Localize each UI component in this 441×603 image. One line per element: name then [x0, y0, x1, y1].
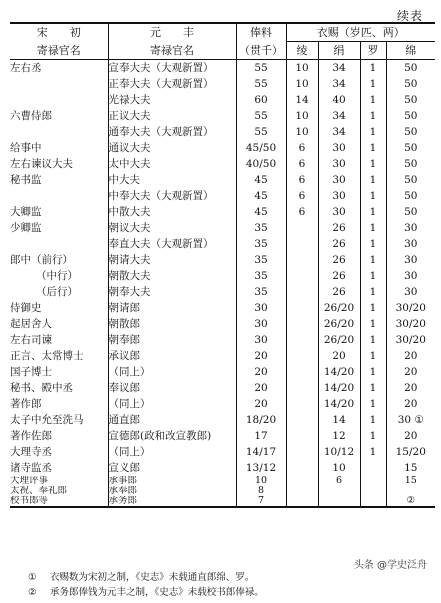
cell-mian: 50 — [386, 188, 435, 204]
cell-luo: 1 — [360, 396, 386, 412]
cell-luo: 1 — [360, 284, 386, 300]
cell-luo — [360, 460, 386, 476]
cell-yuan: （同上） — [108, 364, 236, 380]
cell-mian: 15/20 — [386, 444, 435, 460]
cell-yuan: 承事郎 — [108, 476, 236, 486]
watermark: 头条 @学史泛舟 — [353, 560, 427, 571]
header-clothing: 衣赐（岁匹、两） — [286, 23, 435, 42]
cell-mian: 30 — [386, 236, 435, 252]
cell-song: 著作郎 — [10, 398, 42, 410]
cell-juan: 34 — [318, 60, 360, 77]
cell-yuan: 太中大夫 — [108, 156, 236, 172]
cell-mian: 20 — [386, 396, 435, 412]
cell-juan: 34 — [318, 76, 360, 92]
cell-song: 侍御史 — [10, 302, 42, 314]
cell-ling — [286, 428, 318, 444]
table-row — [10, 204, 435, 220]
cell-mian: 50 — [386, 124, 435, 140]
cell-yuan: 朝议大夫 — [108, 220, 236, 236]
cell-mian: 30 — [386, 284, 435, 300]
header-juan: 绢 — [318, 42, 360, 60]
cell-song: 六曹侍郎 — [10, 110, 52, 122]
cell-song — [10, 124, 108, 140]
table-row — [10, 252, 435, 268]
cell-mian: 50 — [386, 76, 435, 92]
cell-song: （中行） — [36, 270, 78, 282]
cell-yuan: 朝散大夫 — [108, 268, 236, 284]
cell-yuan: 宣奉大夫（大观新置） — [108, 60, 236, 77]
cell-mian: 50 — [386, 172, 435, 188]
cell-ling — [286, 284, 318, 300]
cell-yuan: 正奉大夫（大观新置） — [108, 76, 236, 92]
cell-ling — [286, 496, 318, 507]
cell-yuan: 朝散郎 — [108, 316, 236, 332]
cell-ling — [286, 380, 318, 396]
cell-juan: 30 — [318, 140, 360, 156]
cell-juan: 34 — [318, 108, 360, 124]
cell-luo: 1 — [360, 188, 386, 204]
cell-luo — [360, 486, 386, 496]
table-row — [10, 428, 435, 444]
cell-luo: 1 — [360, 364, 386, 380]
cell-mian: 30 — [386, 268, 435, 284]
cell-juan: 26/20 — [318, 332, 360, 348]
cell-luo: 1 — [360, 204, 386, 220]
cell-luo — [360, 496, 386, 507]
cell-salary: 20 — [236, 396, 286, 412]
footnote-1: ① 衣赐数为宋初之制，《史志》未载通直郎绵、罗。 — [28, 572, 255, 583]
header-mian: 绵 — [386, 42, 435, 60]
cell-song: 正言、太常博士 — [10, 350, 84, 362]
cell-salary: 35 — [236, 268, 286, 284]
cell-salary: 35 — [236, 284, 286, 300]
continued-label: 续表 — [396, 9, 423, 23]
cell-song: 左右谏议大夫 — [10, 158, 73, 170]
cell-juan: 26 — [318, 252, 360, 268]
cell-song: 太子中允至洗马 — [10, 414, 84, 426]
cell-yuan: 承议郎 — [108, 348, 236, 364]
cell-mian: 30/20 — [386, 300, 435, 316]
cell-luo: 1 — [360, 268, 386, 284]
cell-salary: 35 — [236, 252, 286, 268]
cell-ling — [286, 412, 318, 428]
header-song-top: 宋 初 — [10, 23, 108, 42]
cell-ling — [286, 252, 318, 268]
cell-juan: 26 — [318, 268, 360, 284]
cell-salary: 45/50 — [236, 140, 286, 156]
cell-song — [10, 92, 108, 108]
table-row — [10, 348, 435, 364]
cell-song: 大卿监 — [10, 206, 42, 218]
cell-mian: 50 — [386, 140, 435, 156]
cell-ling — [286, 316, 318, 332]
cell-yuan: 承奉郎 — [108, 486, 236, 496]
table-row — [10, 92, 435, 108]
table-row — [10, 140, 435, 156]
cell-luo: 1 — [360, 220, 386, 236]
table-row — [10, 486, 435, 496]
table-row — [10, 496, 435, 507]
cell-luo: 1 — [360, 412, 386, 428]
cell-juan — [318, 496, 360, 507]
cell-juan: 26 — [318, 236, 360, 252]
cell-juan: 26 — [318, 284, 360, 300]
cell-juan: 14 — [318, 412, 360, 428]
header-luo: 罗 — [360, 42, 386, 60]
cell-mian: 15 — [386, 476, 435, 486]
cell-ling: 14 — [286, 92, 318, 108]
cell-salary: 55 — [236, 60, 286, 77]
cell-salary: 45 — [236, 204, 286, 220]
cell-juan: 26 — [318, 220, 360, 236]
table-row — [10, 364, 435, 380]
cell-song: 大理评事 — [10, 476, 49, 486]
header-yuan-top: 元 丰 — [108, 23, 236, 42]
cell-salary: 35 — [236, 220, 286, 236]
cell-salary: 35 — [236, 236, 286, 252]
cell-mian: ② — [386, 496, 435, 507]
cell-juan: 30 — [318, 156, 360, 172]
cell-yuan: 宣德郎(政和改宣教郎) — [108, 428, 236, 444]
cell-salary: 20 — [236, 380, 286, 396]
cell-ling — [286, 444, 318, 460]
cell-yuan: 通奉大夫（大观新置） — [108, 124, 236, 140]
cell-yuan: 通议大夫 — [108, 140, 236, 156]
cell-mian: 20 — [386, 364, 435, 380]
cell-yuan: 光禄大夫 — [108, 92, 236, 108]
cell-juan: 20 — [318, 348, 360, 364]
cell-song: 左右司谏 — [10, 334, 52, 346]
cell-salary: 45 — [236, 172, 286, 188]
cell-juan: 12 — [318, 428, 360, 444]
table-row — [10, 412, 435, 428]
table-row — [10, 316, 435, 332]
cell-yuan: 正议大夫 — [108, 108, 236, 124]
cell-juan: 30 — [318, 204, 360, 220]
cell-juan: 30 — [318, 172, 360, 188]
cell-luo: 1 — [360, 156, 386, 172]
cell-salary: 30 — [236, 300, 286, 316]
cell-yuan: 奉直大夫（大观新置） — [108, 236, 236, 252]
cell-yuan: 朝奉郎 — [108, 332, 236, 348]
cell-mian: 50 — [386, 156, 435, 172]
table-row — [10, 220, 435, 236]
cell-mian: 30 — [386, 252, 435, 268]
cell-ling: 6 — [286, 140, 318, 156]
cell-song: 秘书、殿中丞 — [10, 382, 73, 394]
cell-luo: 1 — [360, 60, 386, 77]
cell-ling: 10 — [286, 108, 318, 124]
cell-yuan: 中大夫 — [108, 172, 236, 188]
footnote-2: ② 承务郎俸钱为元丰之制，《史志》未载校书郎俸禄。 — [28, 587, 264, 598]
cell-luo: 1 — [360, 380, 386, 396]
cell-luo: 1 — [360, 76, 386, 92]
cell-song: 给事中 — [10, 142, 42, 154]
table-row — [10, 444, 435, 460]
cell-luo: 1 — [360, 316, 386, 332]
cell-yuan: 中散大夫 — [108, 204, 236, 220]
cell-juan — [318, 486, 360, 496]
cell-luo: 1 — [360, 252, 386, 268]
cell-salary: 40/50 — [236, 156, 286, 172]
cell-song — [10, 188, 108, 204]
cell-yuan: 通直郎 — [108, 412, 236, 428]
cell-song: 左右丞 — [10, 62, 42, 74]
cell-ling — [286, 460, 318, 476]
cell-salary: 55 — [236, 108, 286, 124]
cell-luo: 1 — [360, 332, 386, 348]
table-row — [10, 156, 435, 172]
cell-yuan: 朝请大夫 — [108, 252, 236, 268]
cell-salary: 60 — [236, 92, 286, 108]
table-row — [10, 172, 435, 188]
cell-ling: 10 — [286, 76, 318, 92]
cell-luo: 1 — [360, 140, 386, 156]
table-row — [10, 460, 435, 476]
cell-ling — [286, 220, 318, 236]
cell-luo: 1 — [360, 92, 386, 108]
cell-juan: 30 — [318, 188, 360, 204]
table-row — [10, 396, 435, 412]
cell-song: 国子博士 — [10, 366, 52, 378]
cell-salary: 20 — [236, 364, 286, 380]
cell-mian: 20 — [386, 380, 435, 396]
cell-yuan: 宣义郎 — [108, 460, 236, 476]
table-row — [10, 60, 435, 77]
cell-juan: 10 — [318, 460, 360, 476]
table-row — [10, 332, 435, 348]
cell-salary: 10 — [236, 476, 286, 486]
cell-song: 诸寺监丞 — [10, 462, 52, 474]
header-salary-top: 俸料 — [236, 23, 286, 42]
table-row — [10, 268, 435, 284]
cell-song — [10, 236, 108, 252]
cell-mian: 50 — [386, 204, 435, 220]
cell-salary: 14/17 — [236, 444, 286, 460]
cell-juan: 6 — [318, 476, 360, 486]
cell-juan: 26/20 — [318, 316, 360, 332]
cell-song: 太祝、奉礼郎 — [10, 486, 68, 496]
cell-salary: 18/20 — [236, 412, 286, 428]
cell-yuan: 奉议郎 — [108, 380, 236, 396]
cell-luo: 1 — [360, 124, 386, 140]
cell-song — [10, 76, 108, 92]
cell-juan: 26/20 — [318, 300, 360, 316]
cell-juan: 34 — [318, 124, 360, 140]
cell-mian: 30 ① — [386, 412, 435, 428]
cell-salary: 55 — [236, 124, 286, 140]
cell-song: （后行） — [36, 286, 78, 298]
cell-yuan: （同上） — [108, 444, 236, 460]
cell-ling: 6 — [286, 172, 318, 188]
cell-ling — [286, 236, 318, 252]
cell-mian: 20 — [386, 348, 435, 364]
table-row — [10, 76, 435, 92]
cell-juan: 14/20 — [318, 380, 360, 396]
cell-luo: 1 — [360, 428, 386, 444]
cell-ling: 6 — [286, 188, 318, 204]
table-row — [10, 188, 435, 204]
header-salary-bottom: （贯千） — [236, 42, 286, 60]
cell-ling: 6 — [286, 156, 318, 172]
cell-salary: 20 — [236, 348, 286, 364]
cell-ling — [286, 348, 318, 364]
cell-mian: 50 — [386, 60, 435, 77]
cell-salary: 30 — [236, 316, 286, 332]
cell-mian: 50 — [386, 108, 435, 124]
cell-mian: 30/20 — [386, 332, 435, 348]
header-yuan-bottom: 寄禄官名 — [108, 42, 236, 60]
cell-luo: 1 — [360, 348, 386, 364]
cell-juan: 40 — [318, 92, 360, 108]
cell-ling — [286, 300, 318, 316]
cell-yuan: 承务郎 — [108, 496, 236, 507]
table-row — [10, 300, 435, 316]
table-row — [10, 236, 435, 252]
cell-salary: 7 — [236, 496, 286, 507]
cell-juan: 10/12 — [318, 444, 360, 460]
cell-salary: 45 — [236, 188, 286, 204]
cell-song: 大理寺丞 — [10, 446, 52, 458]
cell-yuan: （同上） — [108, 396, 236, 412]
salary-table — [10, 22, 435, 508]
cell-song: 校书郎等 — [10, 496, 108, 507]
cell-luo: 1 — [360, 236, 386, 252]
cell-song: 秘书监 — [10, 174, 42, 186]
cell-mian — [386, 486, 435, 496]
cell-juan: 14/20 — [318, 396, 360, 412]
table-body — [10, 60, 435, 508]
footnotes — [28, 570, 264, 600]
header-ling: 绫 — [286, 42, 318, 60]
cell-salary: 17 — [236, 428, 286, 444]
cell-salary: 13/12 — [236, 460, 286, 476]
cell-ling — [286, 268, 318, 284]
cell-mian: 20 — [386, 428, 435, 444]
cell-ling — [286, 396, 318, 412]
cell-luo — [360, 476, 386, 486]
cell-mian: 15 — [386, 460, 435, 476]
cell-mian: 30/20 — [386, 316, 435, 332]
cell-song: 少卿监 — [10, 222, 42, 234]
cell-song: 著作佐郎 — [10, 430, 52, 442]
cell-juan: 14/20 — [318, 364, 360, 380]
table-row — [10, 124, 435, 140]
cell-luo: 1 — [360, 172, 386, 188]
cell-ling — [286, 332, 318, 348]
table-row — [10, 284, 435, 300]
cell-luo: 1 — [360, 444, 386, 460]
table-row — [10, 476, 435, 486]
cell-mian: 50 — [386, 92, 435, 108]
cell-luo: 1 — [360, 108, 386, 124]
cell-ling — [286, 486, 318, 496]
cell-ling: 10 — [286, 60, 318, 77]
cell-ling — [286, 364, 318, 380]
header-song-bottom: 寄禄官名 — [10, 42, 108, 60]
cell-luo: 1 — [360, 300, 386, 316]
cell-salary: 30 — [236, 332, 286, 348]
table-row — [10, 380, 435, 396]
cell-mian: 30 — [386, 220, 435, 236]
cell-yuan: 中奉大夫（大观新置） — [108, 188, 236, 204]
cell-ling — [286, 476, 318, 486]
cell-salary: 8 — [236, 486, 286, 496]
cell-yuan: 朝奉大夫 — [108, 284, 236, 300]
cell-yuan: 朝请郎 — [108, 300, 236, 316]
cell-salary: 55 — [236, 76, 286, 92]
table-row — [10, 108, 435, 124]
cell-ling: 10 — [286, 124, 318, 140]
cell-ling: 6 — [286, 204, 318, 220]
cell-song: 起居舍人 — [10, 318, 52, 330]
cell-song: 郎中（前行） — [10, 254, 73, 266]
